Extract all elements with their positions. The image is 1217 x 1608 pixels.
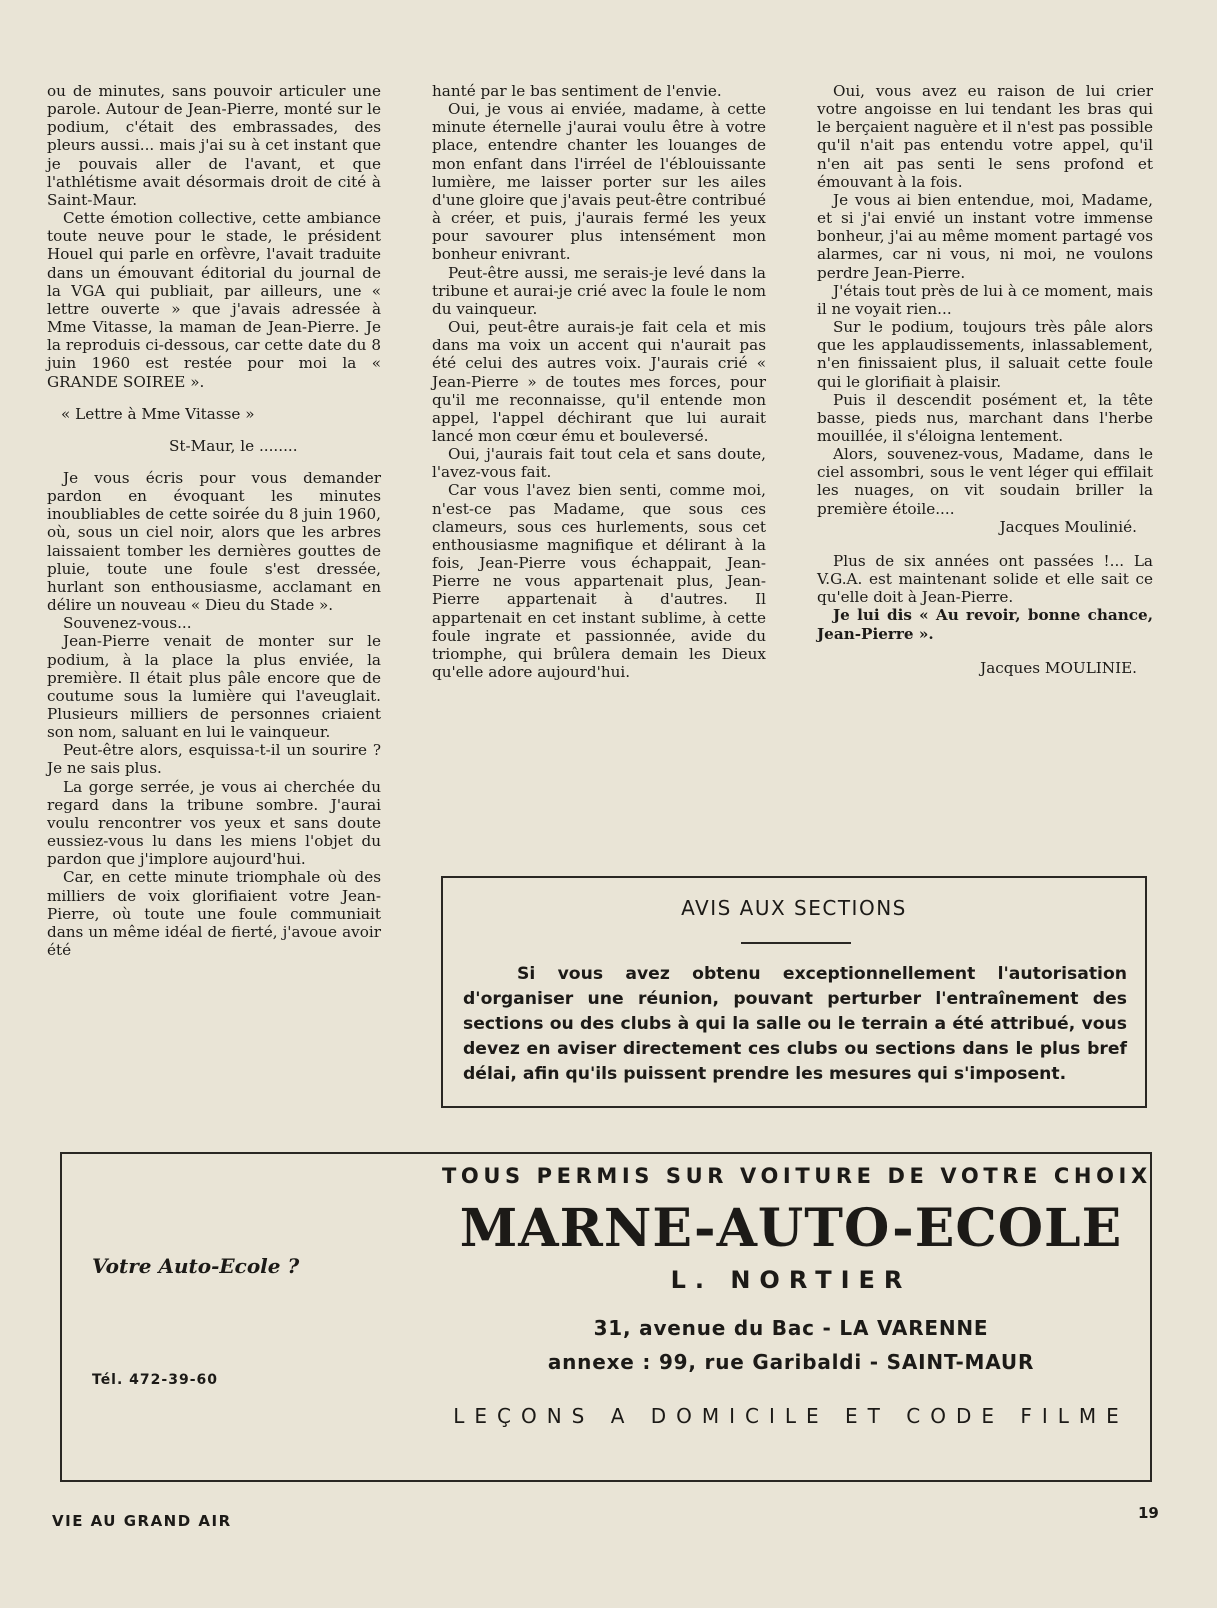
paragraph: Oui, vous avez eu raison de lui crier votre angoisse en lui tendant les bras qui le berçaient naguère et il n'est pas possible qu'il n'ait pas entendu votre appel, qu'il n'en ait pas senti le sens profond et émouvant à la fois. [817,82,1153,191]
article-column-2 [432,82,766,681]
magazine-name: VIE AU GRAND AIR [52,1512,232,1530]
paragraph: Je vous ai bien entendue, moi, Madame, et si j'ai envié un instant votre immense bonheur, j'ai au même moment partagé vos alarmes, car ni vous, ni moi, ne voulons perdre Jean-Pierre. [817,190,1153,282]
ad-address-1: 31, avenue du Bac - LA VARENNE [593,1316,989,1340]
letter-dateline: St-Maur, le ........ [169,436,298,455]
paragraph: J'étais tout près de lui à ce moment, mais il ne voyait rien... [817,281,1153,318]
page-number: 19 [1138,1504,1159,1522]
ad-permis: TOUS PERMIS SUR VOITURE DE VOTRE CHOIX [442,1164,1152,1188]
notice-body: Si vous avez obtenu exceptionnellement l'autorisation d'organiser une réunion, pouvant perturber l'entraînement des sections ou des clubs à qui la salle ou le terrain a été attribué, vous devez en aviser directement ces clubs ou sections dans le plus bref délai, afin qu'ils puissent prendre les mesures qui s'imposent. [463,964,1127,1084]
ad-owner: L. NORTIER [670,1266,912,1294]
notice-box [441,876,1147,1108]
article-column-3 [817,82,1153,677]
divider [741,942,851,944]
paragraph: ou de minutes, sans pouvoir articuler une parole. Autour de Jean-Pierre, monté sur le podium, c'était des embrassades, des pleurs aussi... mais j'ai su à cet instant que je pouvais aller de l'avant, et que l'athlétisme avait désormais droit de cité à Saint-Maur. [47,82,381,209]
signature: Jacques MOULINIE. [980,658,1137,677]
paragraph: Puis il descendit posément et, la tête basse, pieds nus, marchant dans l'herbe mouillée, il s'éloigna lentement. [817,390,1153,445]
paragraph: Alors, souvenez-vous, Madame, dans le ciel assombri, sous le vent léger qui effilait les nuages, on vit soudain briller la première étoile.... [817,445,1153,518]
signature: Jacques Moulinié. [999,517,1137,536]
ad-brand: MARNE-AUTO-ECOLE [459,1198,1123,1259]
paragraph: Peut-être aussi, me serais-je levé dans la tribune et aurai-je crié avec la foule le nom du vainqueur. [432,263,766,318]
ad-phone: Tél. 472-39-60 [92,1372,218,1388]
letter-heading: « Lettre à Mme Vitasse » [61,404,255,423]
paragraph: Je lui dis « Au revoir, bonne chance, Jean-Pierre ». [817,606,1153,643]
paragraph: Je vous écris pour vous demander pardon en évoquant les minutes inoubliables de cette soirée du 8 juin 1960, où, sous un ciel noir, alors que les arbres laissaient tomber les dernières gouttes de pluie, toute une foule s'est dressée, hurlant son enthousiasme, acclamant en délire un nouveau « Dieu du Stade ». [47,468,381,615]
advertisement [60,1152,1152,1482]
article-column-1 [47,82,381,959]
ad-main [442,1154,1152,1480]
paragraph: hanté par le bas sentiment de l'envie. [432,82,722,100]
paragraph: La gorge serrée, je vous ai cherchée du regard dans la tribune sombre. J'aurai voulu rencontrer vos yeux et sans doute eussiez-vous lu dans les miens l'objet du pardon que j'implore aujourd'hui. [47,777,381,869]
ad-lecons: LEÇONS A DOMICILE ET CODE FILME [453,1404,1129,1428]
ad-tagline: Votre Auto-Ecole ? [92,1254,300,1278]
paragraph: Car, en cette minute triomphale où des milliers de voix glorifiaient votre Jean-Pierre, où toute une foule communiait dans un même idéal de fierté, j'avoue avoir été [47,868,381,960]
paragraph: Sur le podium, toujours très pâle alors que les applaudissements, inlassablement, n'en finissaient plus, il saluait cette foule qui le glorifiait à plaisir. [817,318,1153,391]
ad-address-2: annexe : 99, rue Garibaldi - SAINT-MAUR [547,1350,1035,1374]
paragraph: Cette émotion collective, cette ambiance toute neuve pour le stade, le président Houel qui parle en orfèvre, l'avait traduite dans un émouvant éditorial du journal de la VGA qui publiait, par ailleurs, une « lettre ouverte » que j'avais adressée à Mme Vitasse, la maman de Jean-Pierre. Je la reproduis ci-dessous, car cette date du 8 juin 1960 est restée pour moi la « GRANDE SOIREE ». [47,209,381,391]
notice-title: AVIS AUX SECTIONS [681,896,907,920]
paragraph: Oui, peut-être aurais-je fait cela et mis dans ma voix un accent qui n'aurait pas été celui des autres voix. J'aurais crié « Jean-Pierre » de toutes mes forces, pour qu'il me reconnaisse, qu'il entende mon appel, l'appel déchirant que lui aurait lancé mon cœur ému et bouleversé. [432,318,766,445]
paragraph: Plus de six années ont passées !... La V.G.A. est maintenant solide et elle sait ce qu'elle doit à Jean-Pierre. [817,551,1153,607]
paragraph: Car vous l'avez bien senti, comme moi, n'est-ce pas Madame, que sous ces clameurs, sous ces hurlements, sous cet enthousiasme magnifique et délirant à la fois, Jean-Pierre vous échappait, Jean-Pierre ne vous appartenait plus, Jean-Pierre appartenait à d'autres. Il appartenait en cet instant sublime, à cette foule ingrate et passionnée, avide du triomphe, qui brûlera demain les Dieux qu'elle adore aujourd'hui. [432,481,766,681]
paragraph: Oui, je vous ai enviée, madame, à cette minute éternelle j'aurai voulu être à votre place, entendre chanter les louanges de mon enfant dans l'irréel de l'éblouissante lumière, me laisser porter sur les ailes d'une gloire que j'avais peut-être contribué à créer, et puis, j'aurais fermé les yeux pour savourer plus intensément mon bonheur enivrant. [432,100,766,264]
paragraph: Peut-être alors, esquissa-t-il un sourire ? Je ne sais plus. [47,741,381,778]
paragraph: Souvenez-vous... [63,614,192,633]
paragraph: Oui, j'aurais fait tout cela et sans doute, l'avez-vous fait. [432,445,766,482]
paragraph: Jean-Pierre venait de monter sur le podium, à la place la plus enviée, la première. Il était plus pâle encore que de coutume sous la lumière qui l'aveuglait. Plusieurs milliers de personnes criaient son nom, saluant en lui le vainqueur. [47,632,381,742]
